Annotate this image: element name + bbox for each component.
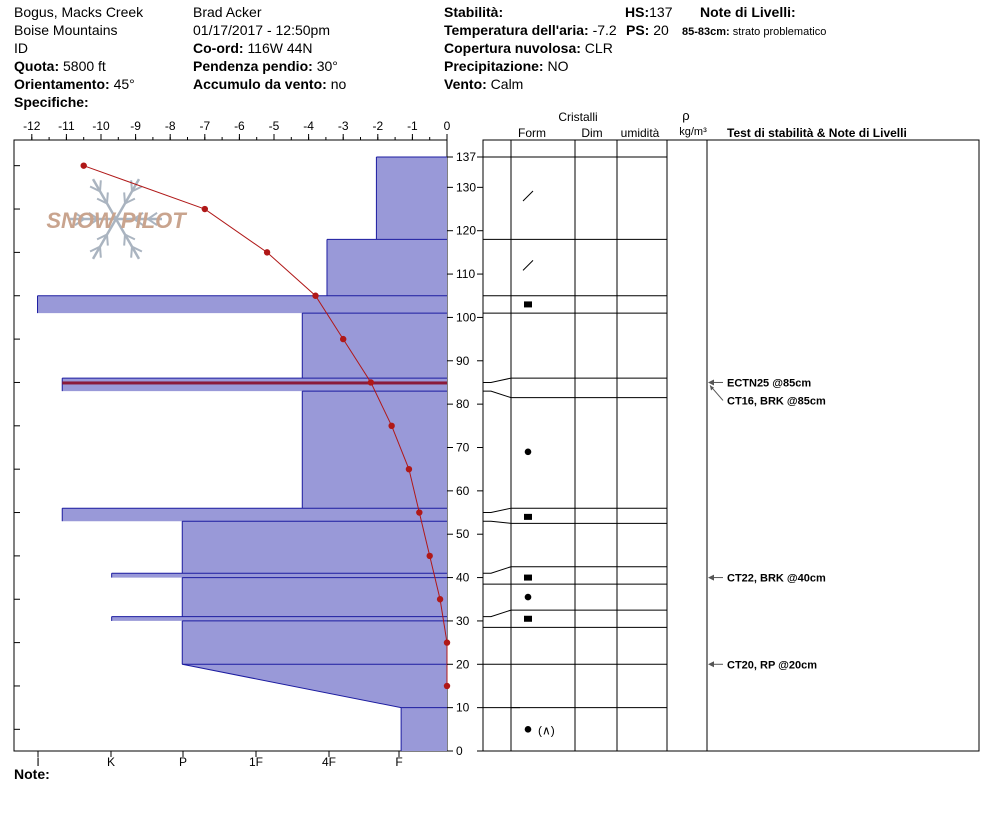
arrow-head-icon	[708, 661, 714, 667]
stability-test-label: CT16, BRK @85cm	[727, 395, 826, 408]
ps-value: 20	[653, 22, 669, 38]
height-tick-label: 110	[456, 267, 476, 282]
col-rho: ρ	[682, 108, 690, 123]
snowflake-branch	[124, 235, 125, 246]
precip-value: NO	[547, 58, 569, 74]
wind-loading-value: no	[330, 76, 347, 92]
layer-notes-label: Note di Livelli:	[700, 4, 796, 20]
arrow-head-icon	[708, 575, 714, 581]
layer-boundary-connector	[483, 567, 511, 574]
height-tick-label: 0	[456, 744, 463, 758]
problem-layer-band	[62, 381, 447, 384]
air-temp-value: -7.2	[592, 22, 617, 38]
height-tick-label: 20	[456, 657, 470, 672]
stability-test-label: CT22, BRK @40cm	[727, 572, 826, 585]
precipitation-particle-icon	[523, 260, 533, 270]
snowflake-branch	[107, 192, 108, 203]
temperature-point	[416, 509, 422, 515]
stability-label: Stabilità:	[444, 4, 504, 20]
layer-boundary-connector	[483, 391, 511, 398]
temp-tick-label: -12	[23, 119, 41, 133]
layer-boundary-connector	[483, 521, 511, 523]
temp-tick-label: -10	[92, 119, 110, 133]
observer: Brad Acker	[193, 4, 262, 20]
height-tick-label: 100	[456, 310, 477, 325]
col-moisture: umidità	[620, 126, 660, 140]
temp-tick-label: -7	[199, 119, 211, 133]
temp-tick-label: -3	[337, 119, 349, 133]
temp-tick-label: -9	[130, 119, 141, 133]
temperature-point	[81, 162, 87, 168]
elevation-label: Quota:	[14, 58, 60, 74]
wind-value: Calm	[490, 76, 524, 92]
rounded-grain-icon	[525, 449, 532, 456]
temp-tick-label: -2	[372, 119, 384, 133]
faceted-crystal-icon	[524, 514, 532, 520]
hardness-tick-label: 1F	[248, 755, 264, 769]
col-size: Dim	[581, 126, 603, 140]
layer-note-range: 85-83cm:	[682, 26, 730, 38]
height-tick-label: 50	[456, 527, 470, 542]
location: Bogus, Macks Creek	[14, 4, 144, 20]
faceted-crystal-icon	[524, 616, 532, 622]
stability-test-label: CT20, RP @20cm	[727, 659, 818, 672]
temp-tick-label: -5	[268, 119, 280, 133]
temperature-point	[388, 423, 394, 429]
col-form: Form	[518, 126, 546, 140]
temp-tick-label: -8	[164, 119, 176, 133]
slope-label: Pendenza pendio:	[193, 58, 313, 74]
temperature-point	[202, 206, 208, 212]
hardness-tick-label: I	[36, 755, 40, 769]
height-tick-label: 80	[456, 397, 470, 412]
hardness-tick-label: K	[106, 755, 116, 769]
rounded-grain-icon	[525, 726, 532, 733]
datetime: 01/17/2017 - 12:50pm	[193, 22, 330, 38]
snowflake-branch	[100, 247, 101, 258]
crystal-form-extra: (∧)	[538, 723, 555, 738]
col-tests: Test di stabilità & Note di Livelli	[727, 126, 907, 140]
temperature-point	[427, 553, 433, 559]
snowflake-branch	[124, 192, 125, 203]
snowflake-branch	[131, 247, 132, 258]
faceted-crystal-icon	[524, 301, 532, 307]
wind-loading-label: Accumulo da vento:	[193, 76, 327, 92]
aspect-label: Orientamento:	[14, 76, 110, 92]
snowflake-branch	[100, 180, 101, 191]
precipitation-particle-icon	[523, 191, 533, 201]
layer-boundary-connector	[483, 610, 511, 617]
arrow-head-icon	[708, 379, 714, 385]
aspect-value: 45°	[113, 76, 135, 92]
coord-value: 116W 44N	[247, 40, 313, 56]
snowflake-branch	[131, 180, 132, 191]
height-tick-label: 60	[456, 483, 470, 498]
hs-label: HS:	[625, 4, 650, 20]
temperature-point	[368, 379, 374, 385]
layer-note-text: strato problematico	[732, 26, 827, 38]
ps-label: PS:	[626, 22, 650, 38]
height-tick-label: 30	[456, 613, 470, 628]
coord-label: Co-ord:	[193, 40, 244, 56]
temperature-point	[340, 336, 346, 342]
temperature-point	[312, 293, 318, 299]
layer-boundary-connector	[483, 378, 511, 382]
height-tick-label: 90	[456, 353, 470, 368]
faceted-crystal-icon	[524, 575, 532, 581]
elevation-value: 5800 ft	[63, 58, 106, 74]
sky-label: Copertura nuvolosa:	[444, 40, 581, 56]
temp-tick-label: -4	[303, 119, 314, 133]
height-tick-label: 120	[456, 223, 477, 238]
sky-value: CLR	[584, 40, 613, 56]
col-crystals: Cristalli	[558, 110, 598, 124]
layer-boundary-connector	[483, 508, 511, 512]
range: Boise Mountains	[14, 22, 118, 38]
hardness-tick-label: P	[178, 755, 188, 769]
note-label: Note:	[14, 766, 50, 782]
temp-tick-label: -6	[234, 119, 245, 133]
air-temp-label: Temperatura dell'aria:	[444, 22, 589, 38]
precip-label: Precipitazione:	[444, 58, 544, 74]
rounded-grain-icon	[525, 594, 532, 601]
hardness-tick-label: F	[395, 755, 403, 769]
height-tick-label: 10	[456, 700, 470, 715]
height-tick-label: 130	[456, 180, 477, 195]
temperature-point	[444, 683, 450, 689]
hardness-tick-label: 4F	[321, 755, 337, 769]
temp-tick-label: -1	[407, 119, 418, 133]
temp-tick-label: -11	[58, 119, 75, 133]
stability-test-label: ECTN25 @85cm	[727, 377, 812, 390]
watermark-logo: SNOW PILOT	[46, 208, 186, 233]
temperature-point	[406, 466, 412, 472]
slope-value: 30°	[316, 58, 338, 74]
specifics-label: Specifiche:	[14, 94, 89, 110]
height-tick-label: 70	[456, 440, 470, 455]
snowflake-branch	[107, 235, 108, 246]
temperature-point	[264, 249, 270, 255]
col-density-unit: kg/m³	[679, 126, 707, 138]
temperature-point	[437, 596, 443, 602]
temp-tick-label: 0	[443, 119, 451, 133]
state: ID	[14, 40, 28, 56]
height-tick-label: 137	[456, 150, 477, 164]
height-tick-label: 40	[456, 570, 470, 585]
hs-value: 137	[649, 4, 673, 20]
temperature-point	[444, 639, 450, 645]
wind-label: Vento:	[444, 76, 487, 92]
